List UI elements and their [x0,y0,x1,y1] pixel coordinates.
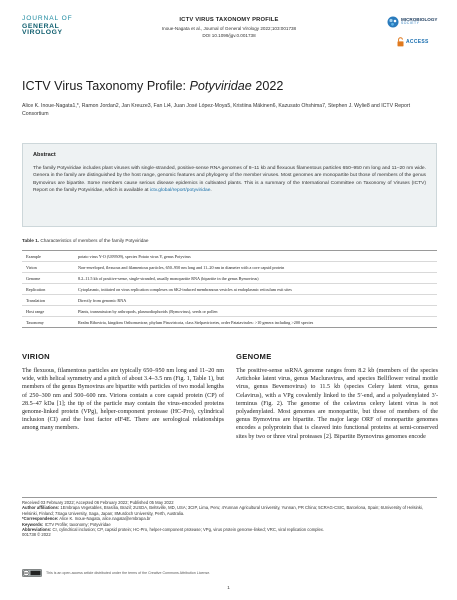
title-italic: Potyviridae [189,79,252,93]
correspondence-text[interactable]: Alice K. Inoue-Nagata, alice.nagata@embrapa.br [58,516,151,522]
author-list: Alice K. Inoue-Nagata1,*, Ramon Jordan2, Jan Kreuze3, Fan Li4, Juan José López-Moya5, Kristiina Mäkinen6, Kazusato Ohshima7, Stephen J. Wylie8 and ICTV Report Consortium [22,103,411,118]
article-title [22,79,442,93]
genome-section [236,352,438,441]
doi[interactable]: DOI 10.1099/jgv.0.001738 [202,33,256,38]
running-header [100,17,358,38]
table-caption [22,238,437,243]
table-value: Plants, transmission by arthropods, plasmodiophorids (Bymovirus), seeds or pollen [74,306,437,317]
title-plain: ICTV Virus Taxonomy Profile: [22,79,190,93]
journal-logo[interactable] [22,16,102,37]
page-number: 1 [227,585,230,590]
table-value: potato virus Y-O (U09509), species Potato virus Y, genus Potyvirus [74,251,437,262]
table-key: Translation [22,295,74,306]
affiliations-label: Author affiliations: [22,505,60,511]
society-name-line1: MICROBIOLOGY [401,17,438,22]
table-row [22,251,437,262]
table-value: Directly from genomic RNA [74,295,437,306]
table-row [22,306,437,317]
society-name [401,17,438,26]
society-mark-icon [387,16,399,28]
microbiology-society-logo[interactable] [387,15,449,29]
virion-section [22,352,224,433]
article-footnotes [22,500,437,538]
table-caption-label: Table 1. [22,238,40,243]
table-value: Realm Riboviria, kingdom Orthornavirae, phylum Pisuviricota, class Stelpaviricetes, order Patatavirales: >10 genera including >200 species [74,317,437,328]
abstract-box [22,143,437,227]
correspondence-label: *Correspondence: [22,516,59,522]
abstract-heading: Abstract [33,152,56,158]
abstract-text-part1: The family Potyviridae includes plant viruses with single-stranded, positive-sense RNA genomes of 8–11 kb and flexuous filamentous particles 650–950 nm long and 11–20 nm wide. Genera in the family are distinguished by the host range, genomic features and phylogeny of the member viruses. Most genomes are monopartite but those of members of the genus Bymovirus are bipartite. Some members cause serious disease epidemics in cultivated plants. This is a summary of the International Committee on Taxonomy of Viruses (ICTV) Report on the family Potyviridae, which is available at [33,166,426,194]
creative-commons-icon[interactable] [22,569,42,577]
table-row [22,295,437,306]
abstract-text [33,165,426,195]
society-name-line2: SOCIETY [401,21,420,26]
citation: Inoue-Nagata et al., Journal of General Virology 2022;103:001738 [161,26,297,31]
keywords-text: ICTV Profile; taxonomy; Potyviridae [43,521,111,527]
abbreviations-text: CI, cylindrical inclusion; CP, capsid protein; HC-Pro, helper-component protease; VPg, virus protein genome-linked; VRC, viral replication complex. [51,527,325,533]
open-access-badge [397,36,437,50]
virion-text: The flexuous, filamentous particles are typically 650–950 nm long and 11–20 nm wide, with helical symmetry and a pitch of about 3.4–3.5 nm (Fig. 1, Table 1), but members of the genus Bymovirus are bipartite with particles of two modal lengths of 250–300 nm and 500–600 nm. Virions contain a core capsid protein (CP) of 28.5–47 kDa [1]; the tip of the particle may contain the virus-encoded proteins genome-linked protein (VPg), helper-component protease (HC-Pro), cylindrical inclusion (CI) and the host factor eIF4E. There are serological relationships among many members. [22,368,224,432]
cc-mark-text: cc [24,571,28,576]
table-row [22,284,437,295]
table-row [22,273,437,284]
license-text: This is an open-access article distributed under the terms of the Creative Commons Attribution License. [46,571,211,575]
journal-logo-line1: JOURNAL OF [22,15,73,22]
table-value: 8.2–11.5 kb of positive-sense, single-stranded, usually monopartite RNA (bipartite in the genus Bymovirus) [74,273,437,284]
table-key: Example [22,251,74,262]
affiliations [22,505,437,516]
page-header [0,0,457,62]
title-year: 2022 [251,79,284,93]
virion-heading: VIRION [22,352,50,361]
genome-text: The positive-sense ssRNA genome ranges from 8.2 kb (members of the species Artichoke latent virus, genus Macluravirus, and species Bellflower veinal mottle virus, genus Bevemovirus) to 11.5 kb (species Celery latent virus, genus Celavirus), with a VPg covalently linked to the 5′-end, and a polyadenylated 3′-terminus (Fig. 2). The genome of the celavirus celery latent virus is not polyadenylated. Most genomes are monopartite, but those of members of the genus Bymovirus are bipartite. The major large ORF of monopartite genomes encodes a polyprotein that is cleaved into functional proteins at semi-conserved sites by two or three viral proteases [2]. Bipartite Bymovirus genomes encode [236,368,438,440]
affiliations-text: 1Embrapa Vegetables, Brasília, Brazil; 2USDA, Beltsville, MD, USA; 3CIP, Lima, Peru; 4Yunnan Agricultural University, Yunnan, PR China; 5CRAG-CSIC, Barcelona, Spain; 6University of Helsinki, Helsinki, Finland; 7Saga University, Saga, Japan; 8Murdoch University, Perth, Australia. [22,505,424,516]
open-access-lock-icon [397,37,404,47]
license-notice [22,569,437,578]
abstract-report-link[interactable]: ictv.global/report/potyviridae [149,188,211,194]
table-caption-text: Characteristics of members of the family Potyviridae [39,238,149,243]
table-row [22,317,437,328]
footer-divider [22,497,437,498]
table-row [22,262,437,273]
abbreviations-label: Abbreviations: [22,527,52,533]
table-key: Virion [22,262,74,273]
characteristics-table [22,250,437,328]
table-value: Cytoplasmic, initiated on virus replication complexes on 6K2-induced membranous vesicles at endoplasmic reticulum exit sites [74,284,437,295]
received-dates: Received 03 February 2022; Accepted 06 February 2022; Published 05 May 2022 [22,500,174,505]
journal-logo-line2: GENERAL VIROLOGY [22,22,63,37]
genome-heading: GENOME [236,352,272,361]
table-key: Host range [22,306,74,317]
table-key: Taxonomy [22,317,74,328]
table-key: Replication [22,284,74,295]
article-id: 001738 © 2022 [22,532,51,538]
open-access-label: ACCESS [406,39,429,45]
section-title: ICTV VIRUS TAXONOMY PROFILE [179,17,279,23]
table-key: Genome [22,273,74,284]
keywords-label: Keywords: [22,521,44,527]
abstract-text-part2: . [210,188,212,194]
table-value: Non-enveloped, flexuous and filamentous particles, 650–950 nm long and 11–20 nm in diameter with a core capsid protein [74,262,437,273]
